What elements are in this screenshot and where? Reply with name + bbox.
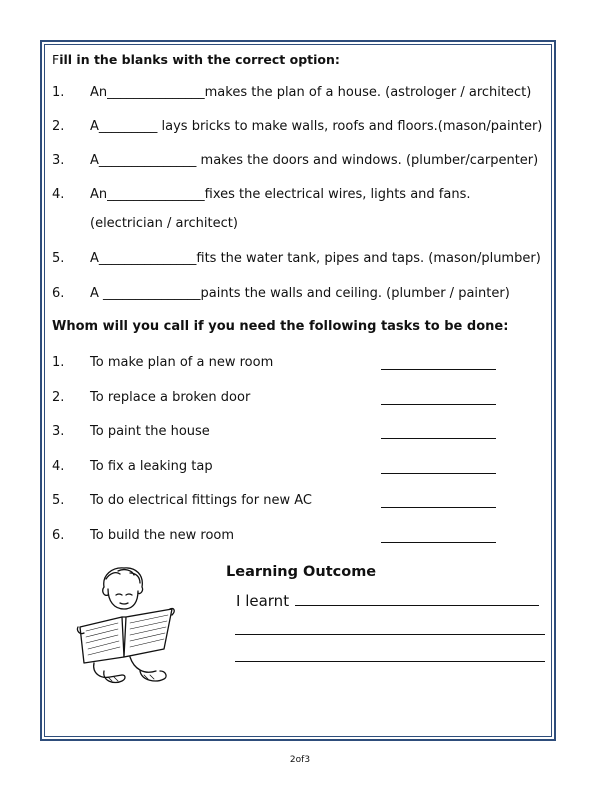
answer-blank[interactable] — [381, 404, 496, 405]
learning-outcome-blank[interactable] — [295, 591, 539, 606]
child-reading-book-icon — [74, 565, 186, 687]
task-item: 1. To make plan of a new room — [52, 355, 502, 375]
page-number: 2of3 — [289, 755, 311, 765]
task-item: 4. To fix a leaking tap — [52, 459, 502, 479]
answer-blank[interactable] — [381, 507, 496, 508]
answer-blank[interactable] — [381, 369, 496, 370]
answer-blank[interactable] — [381, 438, 496, 439]
task-item: 2. To replace a broken door — [52, 390, 502, 410]
task-item: 5. To do electrical fittings for new AC — [52, 493, 502, 513]
answer-blank[interactable] — [381, 473, 496, 474]
fill-blank-item-continuation: (electrician / architect) — [90, 216, 238, 231]
learning-outcome-title: Learning Outcome — [226, 564, 377, 580]
learning-outcome-line[interactable] — [235, 634, 545, 635]
learning-outcome-line[interactable] — [235, 661, 545, 662]
section2-heading: Whom will you call if you need the following tasks to be done: — [52, 319, 509, 334]
task-item: 6. To build the new room — [52, 528, 502, 548]
section1-heading: Fill in the blanks with the correct option: — [52, 52, 340, 67]
learning-outcome-prompt: I learnt — [236, 591, 539, 610]
task-item: 3. To paint the house — [52, 424, 502, 444]
answer-blank[interactable] — [381, 542, 496, 543]
